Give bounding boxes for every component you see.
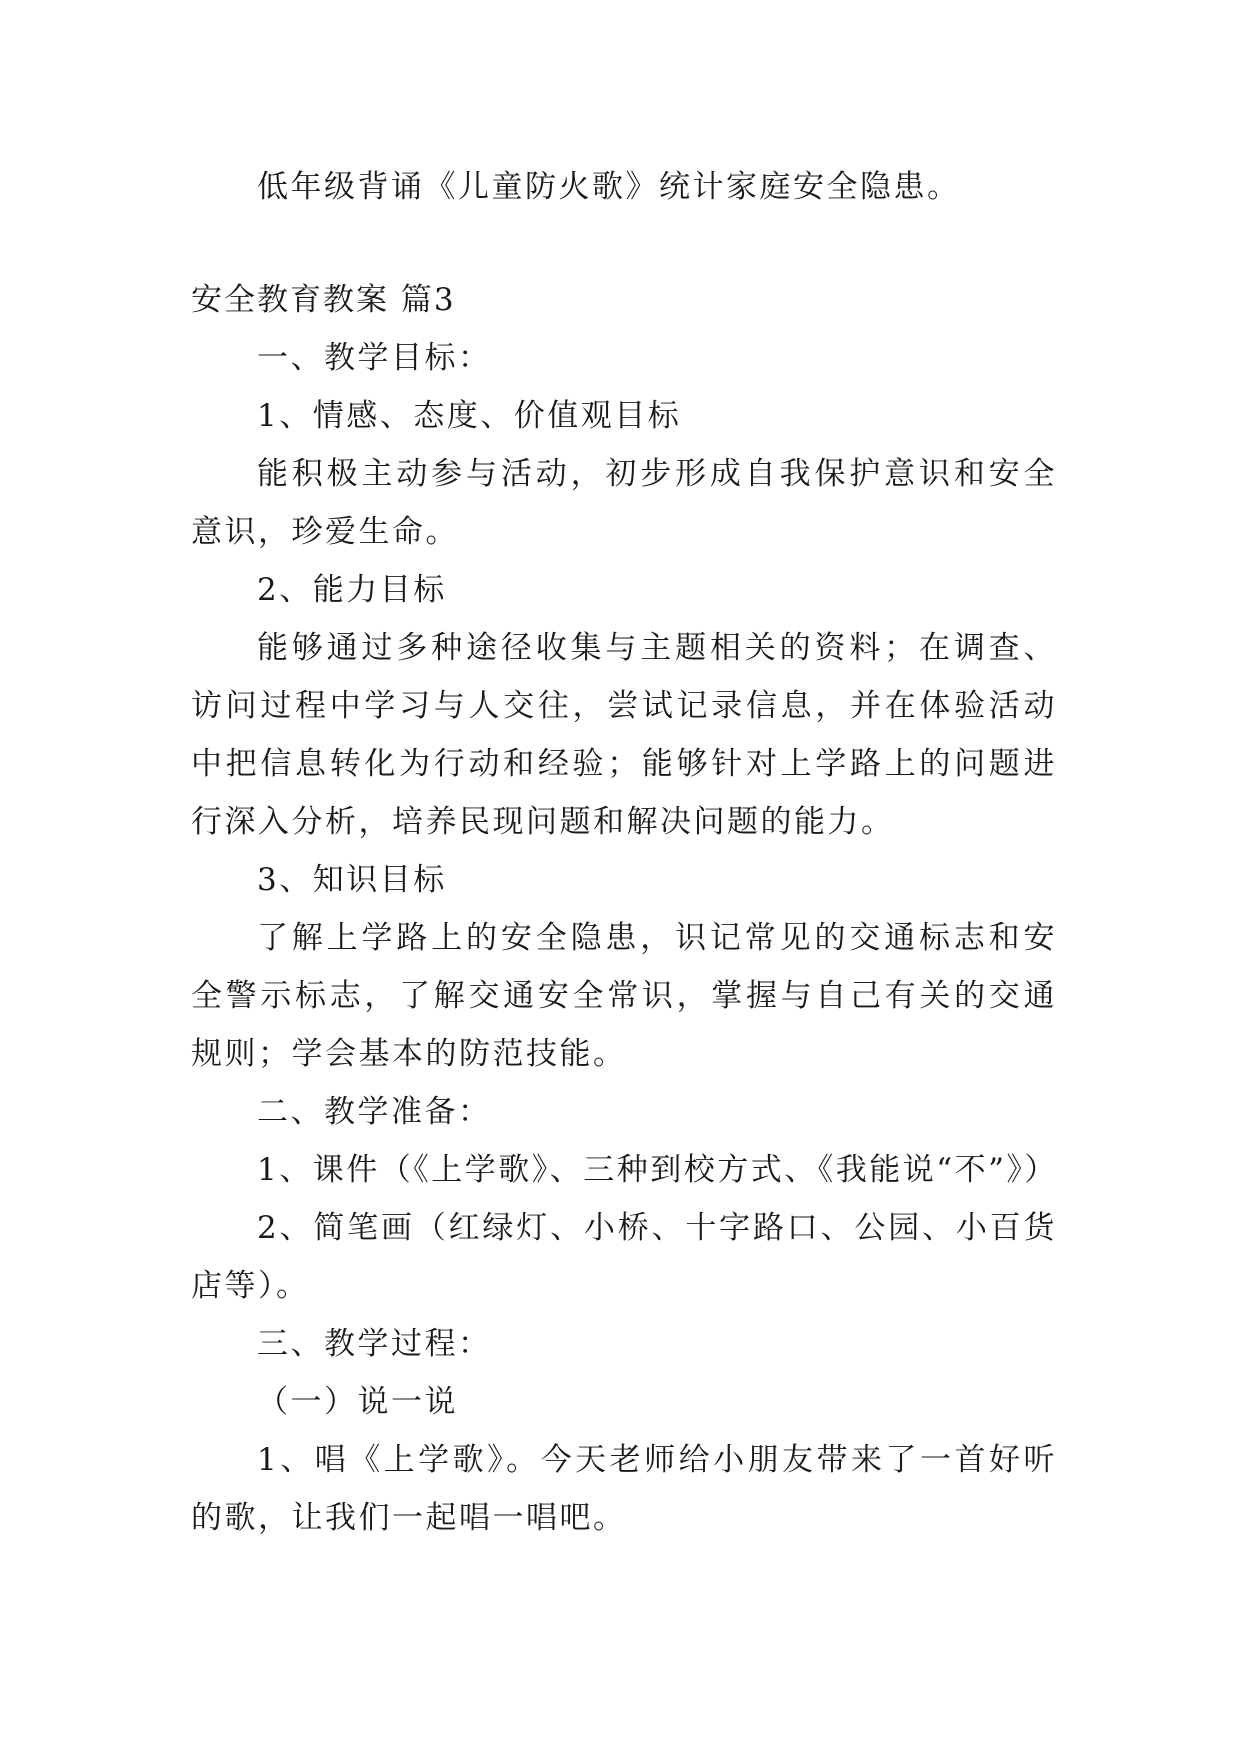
paragraph-process-sub-1: （一）说一说 bbox=[257, 1384, 458, 1420]
previous-section-tail: 低年级背诵《儿童防火歌》统计家庭安全隐患。 bbox=[257, 169, 961, 205]
paragraph-ability-goal: 2、能力目标 bbox=[257, 572, 447, 608]
paragraph-objectives-heading: 一、教学目标： bbox=[257, 340, 492, 376]
paragraph-process-step-1: 1、唱《上学歌》。今天老师给小朋友带来了一首好听的歌，让我们一起唱一唱吧。 bbox=[191, 1442, 1057, 1536]
paragraph-ability-goal-text: 能够通过多种途径收集与主题相关的资料；在调查、访问过程中学习与人交往，尝试记录信息，并在体验活动中把信息转化为行动和经验；能够针对上学路上的问题进行深入分析，培养民现问题和解决问题的能力。 bbox=[191, 630, 1057, 840]
paragraph-knowledge-goal-text: 了解上学路上的安全隐患，识记常见的交通标志和安全警示标志，了解交通安全常识，掌握与自己有关的交通规则；学会基本的防范技能。 bbox=[191, 920, 1057, 1072]
paragraph-process-heading: 三、教学过程： bbox=[257, 1326, 492, 1362]
paragraph-knowledge-goal: 3、知识目标 bbox=[257, 862, 447, 898]
paragraph-emotion-goal: 1、情感、态度、价值观目标 bbox=[257, 398, 682, 434]
document-body bbox=[191, 158, 1057, 1547]
paragraph-emotion-goal-text: 能积极主动参与活动，初步形成自我保护意识和安全意识，珍爱生命。 bbox=[191, 456, 1057, 550]
paragraph-preparation-heading: 二、教学准备： bbox=[257, 1094, 492, 1130]
paragraph-preparation-2: 2、简笔画（红绿灯、小桥、十字路口、公园、小百货店等）。 bbox=[191, 1210, 1057, 1304]
paragraph-preparation-1: 1、课件（《上学歌》、三种到校方式、《我能说“不”》） bbox=[257, 1152, 1058, 1188]
section-title: 安全教育教案 篇3 bbox=[191, 282, 456, 318]
